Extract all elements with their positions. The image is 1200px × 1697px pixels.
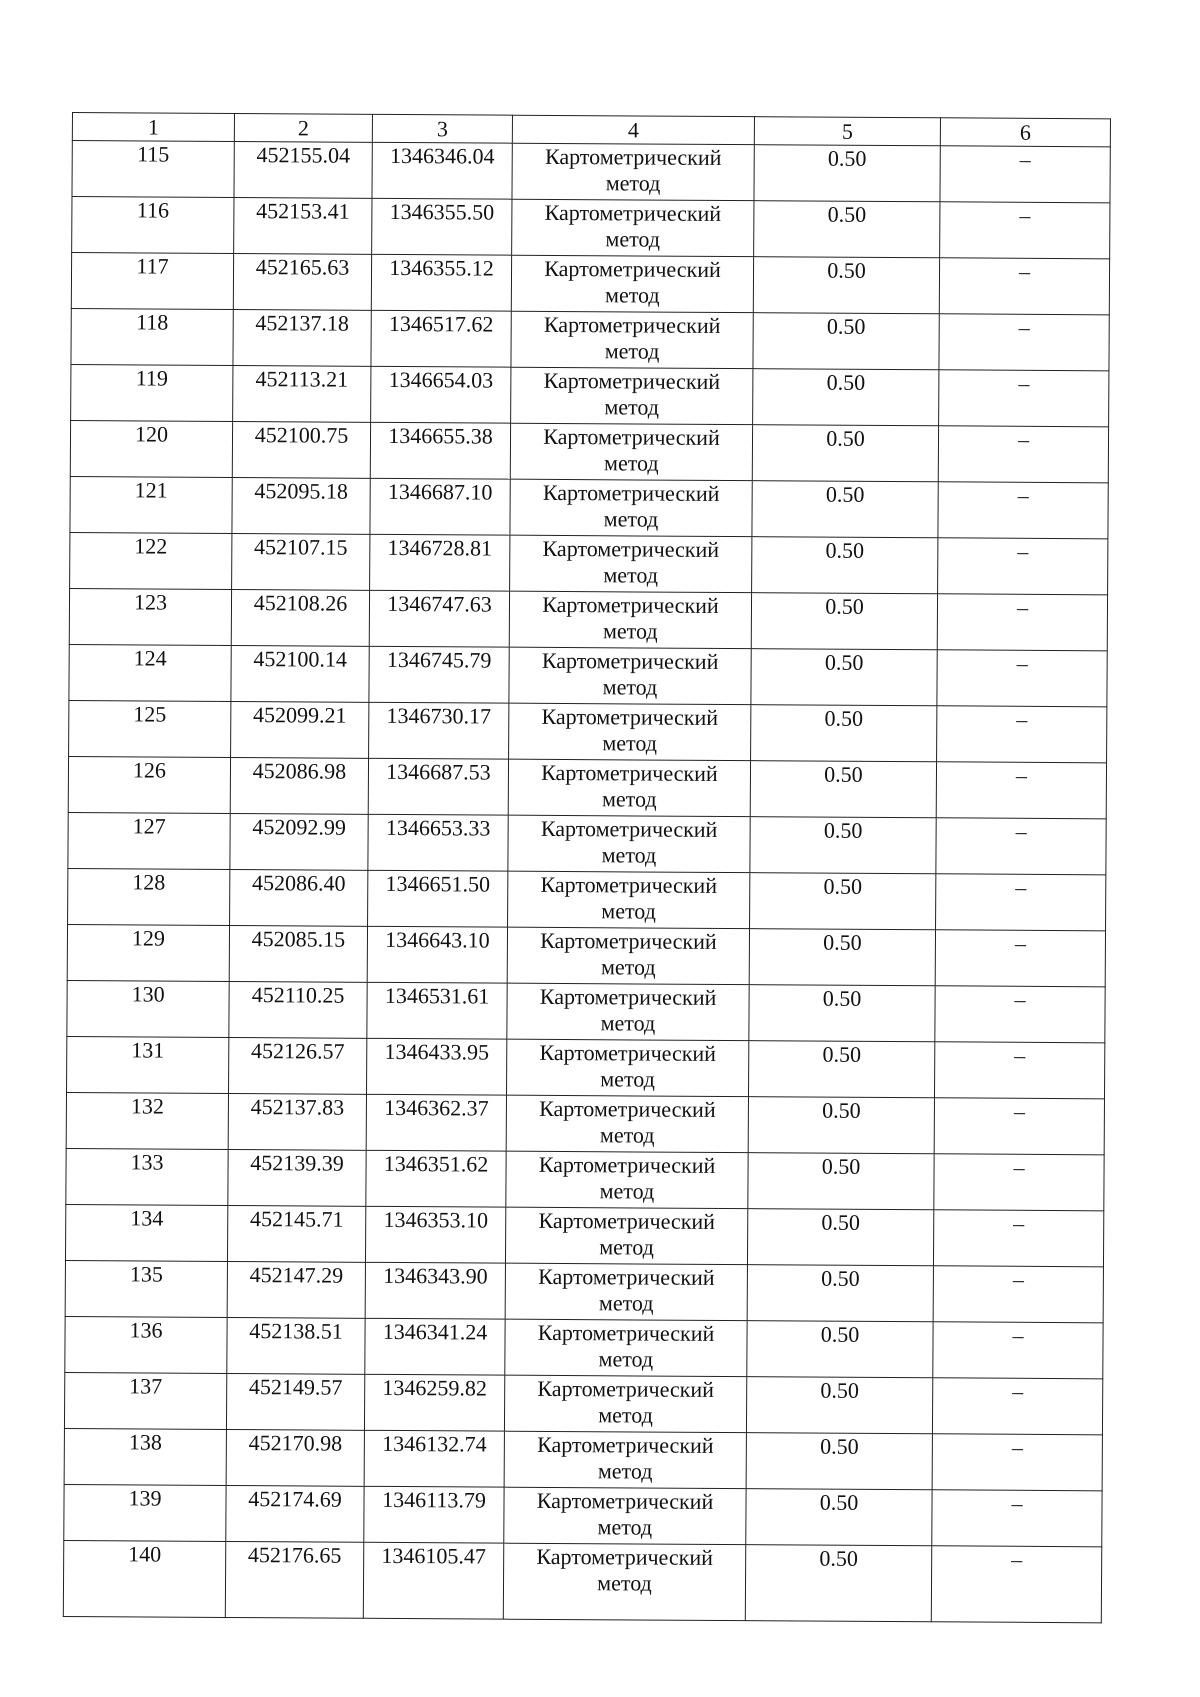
x-coordinate-cell: 452086.98 xyxy=(230,757,368,814)
method-cell xyxy=(512,199,754,256)
table-row xyxy=(68,868,1106,930)
table-row xyxy=(67,1036,1105,1098)
x-coordinate-cell: 452100.14 xyxy=(231,645,369,702)
y-coordinate-cell: 1346651.50 xyxy=(368,870,508,927)
description-cell: – xyxy=(939,314,1109,371)
y-coordinate-cell: 1346730.17 xyxy=(369,702,509,759)
point-number-cell: 129 xyxy=(67,924,229,981)
method-line-1: Картометрический xyxy=(542,479,720,506)
method-line-1: Картометрический xyxy=(541,759,718,786)
y-coordinate-cell: 1346433.95 xyxy=(367,1038,507,1095)
accuracy-cell: 0.50 xyxy=(753,369,939,426)
method-line-1: Картометрический xyxy=(543,367,721,394)
y-coordinate-cell: 1346655.38 xyxy=(370,422,510,479)
method-cell xyxy=(511,367,753,424)
method-line-1: Картометрический xyxy=(543,311,721,338)
point-number-cell: 139 xyxy=(64,1484,226,1541)
y-coordinate-cell: 1346747.63 xyxy=(369,590,509,647)
x-coordinate-cell: 452126.57 xyxy=(229,1037,367,1094)
x-coordinate-cell: 452092.99 xyxy=(230,813,368,870)
table-row xyxy=(64,1484,1102,1546)
method-line-1: Картометрический xyxy=(542,591,719,618)
point-number-cell: 137 xyxy=(64,1372,226,1429)
method-line-2: метод xyxy=(599,1122,655,1148)
table-row xyxy=(68,756,1106,818)
point-number-cell: 128 xyxy=(68,868,230,925)
method-cell xyxy=(508,871,750,928)
method-line-2: метод xyxy=(600,1010,656,1036)
point-number-cell: 130 xyxy=(67,980,229,1037)
x-coordinate-cell: 452145.71 xyxy=(227,1205,365,1262)
point-number-cell: 131 xyxy=(67,1036,229,1093)
x-coordinate-cell: 452137.18 xyxy=(233,309,371,366)
column-header: 1 xyxy=(72,113,234,142)
table-row xyxy=(72,197,1110,259)
method-cell xyxy=(511,255,753,312)
accuracy-cell: 0.50 xyxy=(752,481,938,538)
method-line-1: Картометрический xyxy=(544,255,721,282)
method-line-1: Картометрический xyxy=(541,647,719,674)
description-cell: – xyxy=(935,930,1105,987)
method-line-2: метод xyxy=(598,1290,654,1316)
method-cell xyxy=(504,1431,746,1488)
description-cell: – xyxy=(936,762,1106,819)
description-cell: – xyxy=(938,538,1108,595)
table-row xyxy=(71,253,1109,315)
method-line-1: Картометрический xyxy=(541,703,719,730)
method-line-2: метод xyxy=(597,1570,652,1596)
description-cell: – xyxy=(932,1378,1102,1435)
table-row xyxy=(67,980,1105,1042)
x-coordinate-cell: 452137.83 xyxy=(228,1093,366,1150)
y-coordinate-cell: 1346353.10 xyxy=(365,1206,505,1263)
y-coordinate-cell: 1346343.90 xyxy=(365,1262,505,1319)
y-coordinate-cell: 1346745.79 xyxy=(369,646,509,703)
y-coordinate-cell: 1346113.79 xyxy=(364,1486,504,1543)
x-coordinate-cell: 452110.25 xyxy=(229,981,367,1038)
method-cell xyxy=(507,983,749,1040)
method-line-2: метод xyxy=(605,282,660,308)
method-line-2: метод xyxy=(600,1066,655,1092)
point-number-cell: 118 xyxy=(71,308,233,365)
method-line-2: метод xyxy=(598,1402,653,1428)
point-number-cell: 124 xyxy=(69,644,231,701)
method-line-1: Картометрический xyxy=(539,1095,716,1122)
point-number-cell: 121 xyxy=(70,476,232,533)
method-cell xyxy=(507,927,749,984)
method-cell xyxy=(506,1151,748,1208)
accuracy-cell: 0.50 xyxy=(745,1545,931,1622)
description-cell: – xyxy=(938,482,1108,539)
y-coordinate-cell: 1346687.53 xyxy=(368,758,508,815)
table-row xyxy=(70,532,1108,594)
description-cell: – xyxy=(931,1546,1101,1623)
table-row xyxy=(63,1540,1101,1622)
method-cell xyxy=(506,1095,748,1152)
point-number-cell: 119 xyxy=(71,364,233,421)
point-number-cell: 117 xyxy=(71,253,233,310)
point-number-cell: 123 xyxy=(69,588,231,645)
accuracy-cell: 0.50 xyxy=(753,257,939,314)
description-cell: – xyxy=(933,1210,1103,1267)
method-cell xyxy=(505,1319,747,1376)
x-coordinate-cell: 452095.18 xyxy=(232,477,370,534)
table-row xyxy=(66,1148,1104,1210)
column-header: 5 xyxy=(754,117,940,146)
method-cell xyxy=(508,759,750,816)
table-row xyxy=(70,476,1108,538)
method-cell xyxy=(507,1039,749,1096)
method-line-2: метод xyxy=(602,618,658,644)
table-body xyxy=(63,141,1110,1623)
y-coordinate-cell: 1346362.37 xyxy=(366,1094,506,1151)
method-line-2: метод xyxy=(599,1178,655,1204)
method-line-2: метод xyxy=(602,730,658,756)
accuracy-cell: 0.50 xyxy=(746,1377,932,1434)
method-line-1: Картометрический xyxy=(538,1151,716,1178)
method-line-2: метод xyxy=(603,562,659,588)
method-line-1: Картометрический xyxy=(544,199,722,226)
column-header: 4 xyxy=(512,115,754,144)
accuracy-cell: 0.50 xyxy=(751,649,937,706)
method-line-2: метод xyxy=(601,786,657,812)
accuracy-cell: 0.50 xyxy=(746,1433,932,1490)
method-line-2: метод xyxy=(597,1514,653,1540)
method-cell xyxy=(512,143,754,200)
description-cell: – xyxy=(940,202,1110,259)
point-number-cell: 115 xyxy=(72,141,234,198)
table-row xyxy=(69,588,1107,650)
point-number-cell: 135 xyxy=(65,1260,227,1317)
y-coordinate-cell: 1346259.82 xyxy=(364,1374,504,1431)
x-coordinate-cell: 452176.65 xyxy=(225,1541,363,1618)
column-header: 6 xyxy=(940,118,1110,147)
table-row xyxy=(67,924,1105,986)
method-line-1: Картометрический xyxy=(543,423,720,450)
table-row xyxy=(71,308,1109,370)
method-cell xyxy=(505,1263,747,1320)
y-coordinate-cell: 1346654.03 xyxy=(371,366,511,423)
accuracy-cell: 0.50 xyxy=(750,873,936,930)
x-coordinate-cell: 452113.21 xyxy=(233,365,371,422)
description-cell: – xyxy=(937,594,1107,651)
table-row xyxy=(66,1092,1104,1154)
method-cell xyxy=(508,815,750,872)
accuracy-cell: 0.50 xyxy=(748,1097,934,1154)
method-line-1: Картометрический xyxy=(536,1543,713,1570)
accuracy-cell: 0.50 xyxy=(748,1041,934,1098)
point-number-cell: 138 xyxy=(64,1428,226,1485)
accuracy-cell: 0.50 xyxy=(747,1265,933,1322)
accuracy-cell: 0.50 xyxy=(751,705,937,762)
method-line-1: Картометрический xyxy=(536,1487,714,1514)
description-cell: – xyxy=(936,818,1106,875)
method-line-2: метод xyxy=(603,450,659,476)
description-cell: – xyxy=(934,1098,1104,1155)
x-coordinate-cell: 452107.15 xyxy=(232,533,370,590)
method-line-1: Картометрический xyxy=(540,871,718,898)
method-line-2: метод xyxy=(605,170,661,196)
accuracy-cell: 0.50 xyxy=(751,593,937,650)
x-coordinate-cell: 452138.51 xyxy=(227,1317,365,1374)
method-line-1: Картометрический xyxy=(537,1319,715,1346)
table-row xyxy=(64,1372,1102,1434)
method-cell xyxy=(509,647,751,704)
description-cell: – xyxy=(935,986,1105,1043)
x-coordinate-cell: 452153.41 xyxy=(234,197,372,254)
point-number-cell: 136 xyxy=(65,1316,227,1373)
method-line-2: метод xyxy=(598,1346,654,1372)
y-coordinate-cell: 1346728.81 xyxy=(370,534,510,591)
x-coordinate-cell: 452170.98 xyxy=(226,1429,364,1486)
x-coordinate-cell: 452155.04 xyxy=(234,141,372,198)
description-cell: – xyxy=(932,1490,1102,1547)
method-line-1: Картометрический xyxy=(538,1207,716,1234)
accuracy-cell: 0.50 xyxy=(748,1153,934,1210)
method-line-1: Картометрический xyxy=(544,143,722,170)
point-number-cell: 126 xyxy=(68,756,230,813)
coordinates-table xyxy=(63,112,1111,1623)
method-line-2: метод xyxy=(601,842,657,868)
method-line-1: Картометрический xyxy=(540,815,718,842)
method-cell xyxy=(505,1207,747,1264)
method-line-1: Картометрический xyxy=(539,1039,717,1066)
table-row xyxy=(68,812,1106,874)
accuracy-cell: 0.50 xyxy=(750,817,936,874)
table-row xyxy=(72,141,1110,203)
description-cell: – xyxy=(937,706,1107,763)
method-line-2: метод xyxy=(600,954,656,980)
point-number-cell: 133 xyxy=(66,1148,228,1205)
table-row xyxy=(65,1260,1103,1322)
method-line-1: Картометрический xyxy=(540,927,717,954)
description-cell: – xyxy=(933,1322,1103,1379)
description-cell: – xyxy=(933,1266,1103,1323)
point-number-cell: 127 xyxy=(68,812,230,869)
x-coordinate-cell: 452147.29 xyxy=(227,1261,365,1318)
y-coordinate-cell: 1346653.33 xyxy=(368,814,508,871)
method-cell xyxy=(510,423,752,480)
y-coordinate-cell: 1346351.62 xyxy=(366,1150,506,1207)
method-line-1: Картометрический xyxy=(539,983,717,1010)
description-cell: – xyxy=(937,650,1107,707)
description-cell: – xyxy=(938,426,1108,483)
table-row xyxy=(70,420,1108,482)
x-coordinate-cell: 452099.21 xyxy=(231,701,369,758)
point-number-cell: 134 xyxy=(65,1204,227,1261)
description-cell: – xyxy=(934,1154,1104,1211)
point-number-cell: 125 xyxy=(69,700,231,757)
method-cell xyxy=(504,1487,746,1544)
method-cell xyxy=(511,311,753,368)
table-row xyxy=(69,644,1107,706)
accuracy-cell: 0.50 xyxy=(750,761,936,818)
y-coordinate-cell: 1346517.62 xyxy=(371,310,511,367)
accuracy-cell: 0.50 xyxy=(752,537,938,594)
description-cell: – xyxy=(940,146,1110,203)
method-line-2: метод xyxy=(597,1458,653,1484)
y-coordinate-cell: 1346355.50 xyxy=(372,198,512,255)
x-coordinate-cell: 452165.63 xyxy=(233,253,371,310)
accuracy-cell: 0.50 xyxy=(752,425,938,482)
y-coordinate-cell: 1346355.12 xyxy=(371,254,511,311)
description-cell: – xyxy=(936,874,1106,931)
point-number-cell: 122 xyxy=(70,532,232,589)
y-coordinate-cell: 1346687.10 xyxy=(370,478,510,535)
y-coordinate-cell: 1346346.04 xyxy=(372,142,512,199)
method-cell xyxy=(503,1543,745,1620)
description-cell: – xyxy=(939,370,1109,427)
method-cell xyxy=(509,591,751,648)
accuracy-cell: 0.50 xyxy=(749,985,935,1042)
method-cell xyxy=(509,703,751,760)
table-row xyxy=(69,700,1107,762)
accuracy-cell: 0.50 xyxy=(746,1489,932,1546)
x-coordinate-cell: 452174.69 xyxy=(226,1485,364,1542)
method-cell xyxy=(510,479,752,536)
accuracy-cell: 0.50 xyxy=(754,201,940,258)
point-number-cell: 120 xyxy=(70,420,232,477)
accuracy-cell: 0.50 xyxy=(747,1209,933,1266)
table-row xyxy=(71,364,1109,426)
column-header: 2 xyxy=(234,113,372,142)
y-coordinate-cell: 1346341.24 xyxy=(365,1318,505,1375)
method-line-1: Картометрический xyxy=(537,1431,714,1458)
point-number-cell: 116 xyxy=(72,197,234,254)
y-coordinate-cell: 1346105.47 xyxy=(363,1542,503,1619)
method-line-2: метод xyxy=(602,674,658,700)
scanned-page xyxy=(63,112,1110,1623)
method-line-2: метод xyxy=(604,394,660,420)
accuracy-cell: 0.50 xyxy=(753,313,939,370)
x-coordinate-cell: 452139.39 xyxy=(228,1149,366,1206)
x-coordinate-cell: 452108.26 xyxy=(231,589,369,646)
method-line-2: метод xyxy=(601,898,656,924)
x-coordinate-cell: 452086.40 xyxy=(230,869,368,926)
accuracy-cell: 0.50 xyxy=(754,145,940,202)
x-coordinate-cell: 452100.75 xyxy=(232,421,370,478)
description-cell: – xyxy=(932,1434,1102,1491)
description-cell: – xyxy=(939,258,1109,315)
y-coordinate-cell: 1346531.61 xyxy=(367,982,507,1039)
x-coordinate-cell: 452149.57 xyxy=(226,1373,364,1430)
table-row xyxy=(64,1428,1102,1490)
point-number-cell: 140 xyxy=(63,1540,225,1617)
accuracy-cell: 0.50 xyxy=(749,929,935,986)
method-line-1: Картометрический xyxy=(542,535,720,562)
table-row xyxy=(65,1316,1103,1378)
column-header: 3 xyxy=(372,114,512,143)
accuracy-cell: 0.50 xyxy=(747,1321,933,1378)
method-line-2: метод xyxy=(605,226,661,252)
method-line-1: Картометрический xyxy=(537,1375,715,1402)
method-line-1: Картометрический xyxy=(538,1263,715,1290)
table-row xyxy=(65,1204,1103,1266)
method-cell xyxy=(510,535,752,592)
description-cell: – xyxy=(934,1042,1104,1099)
x-coordinate-cell: 452085.15 xyxy=(229,925,367,982)
method-line-2: метод xyxy=(599,1234,654,1260)
y-coordinate-cell: 1346132.74 xyxy=(364,1430,504,1487)
y-coordinate-cell: 1346643.10 xyxy=(367,926,507,983)
method-line-2: метод xyxy=(604,338,660,364)
method-line-2: метод xyxy=(603,506,659,532)
method-cell xyxy=(504,1375,746,1432)
point-number-cell: 132 xyxy=(66,1092,228,1149)
